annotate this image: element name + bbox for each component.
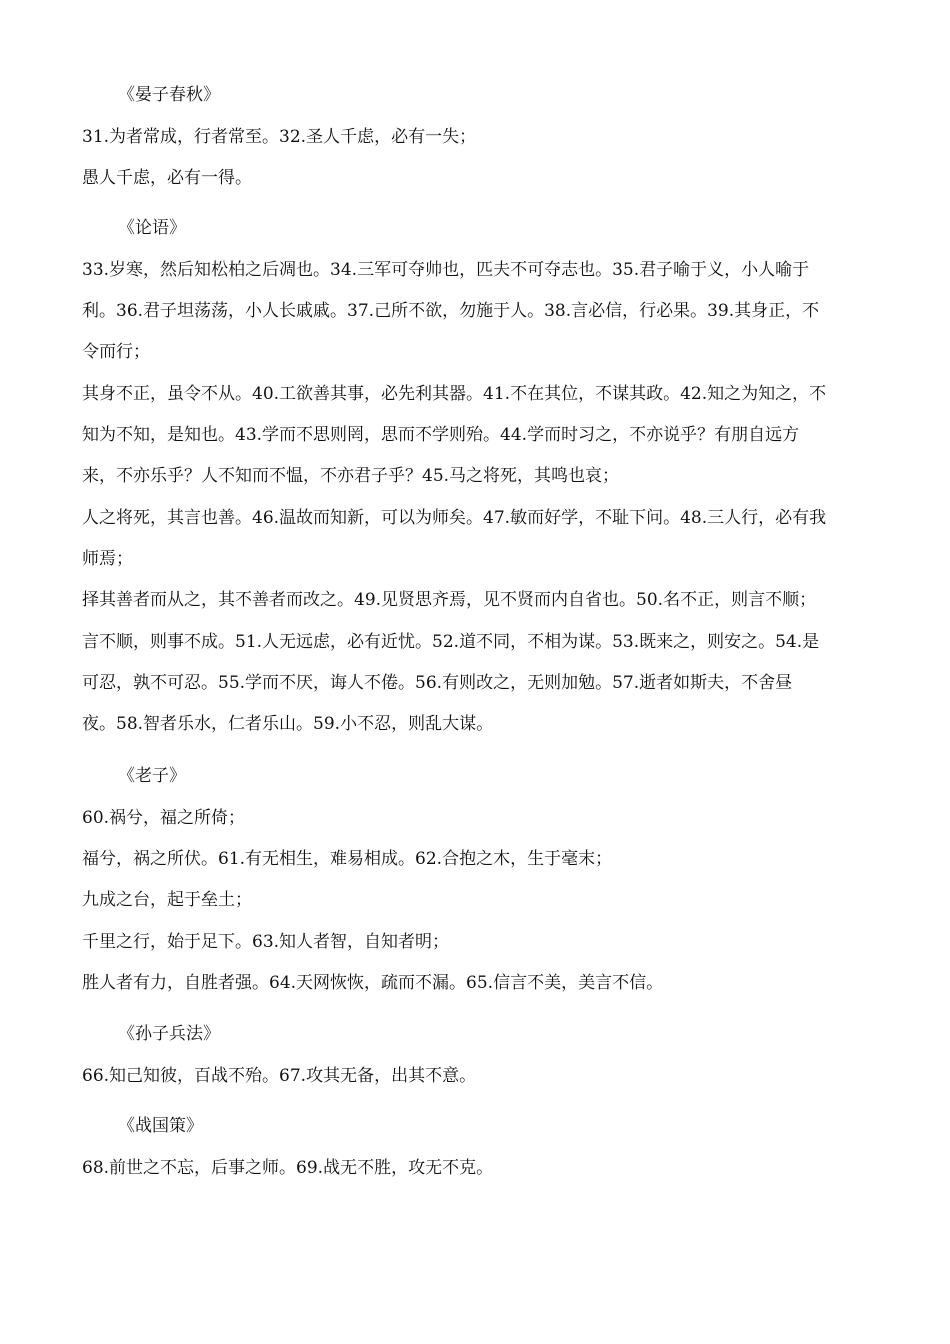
text-line: 60.祸兮，福之所倚； — [82, 808, 246, 828]
text-line: 愚人千虑，必有一得。 — [82, 168, 252, 188]
section-title-zhanguoce: 《战国策》 — [118, 1116, 203, 1136]
text-line: 胜人者有力，自胜者强。64.天网恢恢，疏而不漏。65.信言不美，美言不信。 — [82, 973, 664, 993]
text-line: 66.知己知彼，百战不殆。67.攻其无备，出其不意。 — [82, 1066, 477, 1086]
text-line: 来，不亦乐乎？人不知而不愠，不亦君子乎？45.马之将死，其鸣也哀； — [82, 466, 620, 486]
text-line: 九成之台，起于垒土； — [82, 890, 252, 910]
text-line: 31.为者常成，行者常至。32.圣人千虑，必有一失； — [82, 127, 477, 147]
section-title-laozi: 《老子》 — [118, 766, 186, 786]
text-line: 68.前世之不忘，后事之师。69.战无不胜，攻无不克。 — [82, 1158, 494, 1178]
text-line: 千里之行，始于足下。63.知人者智，自知者明； — [82, 932, 450, 952]
text-line: 其身不正，虽令不从。40.工欲善其事，必先利其器。41.不在其位，不谋其政。42.知之为知之，不 — [82, 384, 827, 404]
text-line: 33.岁寒，然后知松柏之后凋也。34.三军可夺帅也，匹夫不可夺志也。35.君子喻于义，小人喻于 — [82, 260, 810, 280]
text-line: 福兮，祸之所伏。61.有无相生，难易相成。62.合抱之木，生于毫末； — [82, 849, 613, 869]
section-title-sunzi: 《孙子兵法》 — [118, 1024, 220, 1044]
text-line: 令而行； — [82, 342, 150, 362]
text-line: 言不顺，则事不成。51.人无远虑，必有近忧。52.道不同，不相为谋。53.既来之，则安之。54.是 — [82, 632, 820, 652]
text-line: 知为不知，是知也。43.学而不思则罔，思而不学则殆。44.学而时习之，不亦说乎？有朋自远方 — [82, 425, 800, 445]
section-title-lunyu: 《论语》 — [118, 218, 186, 238]
text-line: 人之将死，其言也善。46.温故而知新，可以为师矣。47.敏而好学，不耻下问。48.三人行，必有我 — [82, 508, 827, 528]
text-line: 夜。58.智者乐水，仁者乐山。59.小不忍，则乱大谋。 — [82, 714, 494, 734]
text-line: 利。36.君子坦荡荡，小人长戚戚。37.己所不欲，勿施于人。38.言必信，行必果。39.其身正，不 — [82, 301, 820, 321]
section-title-yanzi: 《晏子春秋》 — [118, 85, 220, 105]
text-line: 择其善者而从之，其不善者而改之。49.见贤思齐焉，见不贤而内自省也。50.名不正，则言不顺； — [82, 590, 817, 610]
text-line: 师焉； — [82, 549, 133, 569]
text-line: 可忍，孰不可忍。55.学而不厌，诲人不倦。56.有则改之，无则加勉。57.逝者如斯夫，不舍昼 — [82, 673, 793, 693]
